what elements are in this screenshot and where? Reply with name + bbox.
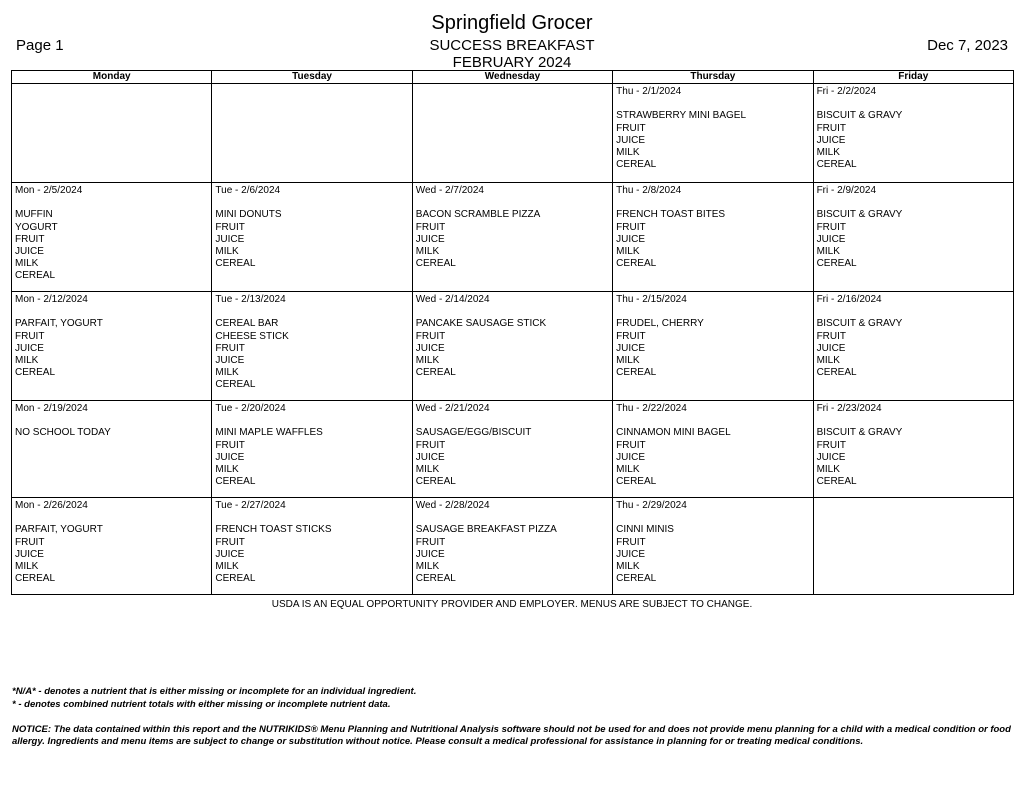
day-header-tuesday: Tuesday [212, 71, 412, 84]
menu-item: FRUIT [215, 536, 245, 548]
week-row [12, 292, 1014, 401]
menu-item: JUICE [616, 233, 646, 245]
menu-item: JUICE [215, 355, 245, 366]
menu-item: MINI DONUTS [215, 209, 282, 221]
menu-item: FRUIT [415, 330, 446, 342]
menu-item: JUICE [15, 548, 44, 560]
day-date: Tue - 2/6/2024 [215, 185, 281, 196]
menu-item: CEREAL [816, 159, 857, 171]
menu-item: MILK [816, 464, 840, 475]
day-cell [613, 84, 813, 183]
day-cell [613, 183, 813, 292]
week-row [12, 498, 1014, 595]
menu-item: FRUIT [215, 221, 245, 233]
spacer [416, 197, 609, 209]
spacer [416, 512, 609, 524]
day-cell [412, 183, 612, 292]
menu-item: FRUIT [415, 439, 446, 451]
menu-item: FRUIT [616, 439, 646, 451]
menu-item: PARFAIT, YOGURT [15, 524, 103, 536]
menu-item: MILK [415, 464, 440, 475]
day-cell [813, 84, 1013, 183]
day-date: Wed - 2/14/2024 [415, 294, 490, 305]
day-cell [12, 183, 212, 292]
menu-item: FRUIT [616, 330, 646, 342]
day-date: Mon - 2/26/2024 [15, 500, 88, 511]
menu-item: CEREAL [816, 476, 857, 488]
menu-item: JUICE [616, 342, 646, 354]
page-title: Springfield Grocer [431, 12, 593, 34]
menu-item: MILK [616, 464, 640, 475]
day-cell [412, 292, 612, 401]
day-cell [412, 498, 612, 595]
menu-item: SAUSAGE/EGG/BISCUIT [415, 427, 532, 439]
menu-item: BISCUIT & GRAVY [816, 318, 903, 330]
menu-item: CEREAL BAR [215, 318, 279, 330]
menu-item: CEREAL [616, 258, 657, 270]
spacer [15, 197, 208, 209]
menu-item: CHEESE STICK [215, 330, 289, 342]
menu-item: JUICE [616, 548, 646, 560]
day-date: Tue - 2/27/2024 [215, 500, 286, 511]
menu-item: MILK [215, 561, 239, 572]
day-cell [813, 292, 1013, 401]
menu-item: MILK [616, 246, 640, 257]
day-cell [12, 292, 212, 401]
menu-item: MILK [816, 355, 840, 366]
day-cell [813, 401, 1013, 498]
menu-item: FRUIT [415, 536, 446, 548]
day-date: Wed - 2/7/2024 [415, 185, 484, 196]
day-cell [212, 498, 412, 595]
day-cell [12, 498, 212, 595]
menu-item: JUICE [215, 233, 245, 245]
day-date: Mon - 2/19/2024 [15, 403, 88, 414]
day-cell [212, 292, 412, 401]
day-header-thursday: Thursday [613, 71, 813, 84]
menu-item: BISCUIT & GRAVY [816, 110, 903, 122]
menu-item: MILK [215, 464, 239, 475]
menu-item: MUFFIN [15, 209, 53, 221]
day-header-wednesday: Wednesday [412, 71, 612, 84]
day-date: Tue - 2/20/2024 [215, 403, 286, 414]
menu-item: FRENCH TOAST BITES [616, 209, 726, 221]
day-date: Thu - 2/29/2024 [616, 500, 687, 511]
week-row [12, 401, 1014, 498]
menu-item: FRUIT [616, 122, 646, 134]
menu-item: CEREAL [415, 367, 456, 379]
day-date: Mon - 2/12/2024 [15, 294, 88, 305]
menu-item: JUICE [215, 451, 245, 463]
menu-subtitle: SUCCESS BREAKFAST [429, 37, 595, 54]
menu-item: JUICE [15, 246, 44, 257]
star-footnote: * - denotes combined nutrient totals with either missing or incomplete nutrient data. [12, 699, 391, 710]
notice-text: NOTICE: The data contained within this report and the NUTRIKIDS® Menu Planning and Nutritional Analysis software should not be used for and does not provide menu planning for a child with a medical condition or food allergy. Ingredients and menu items are subject to change or substitution without notice. Please consult a medical professional for assistance in planning for or treating medical conditions. [12, 724, 1011, 747]
menu-item: CEREAL [816, 258, 857, 270]
menu-item: JUICE [415, 233, 445, 245]
menu-item: YOGURT [15, 221, 58, 233]
menu-item: MILK [215, 367, 239, 379]
menu-item: CEREAL [616, 573, 657, 585]
menu-item: JUICE [415, 451, 445, 463]
menu-item: MILK [816, 147, 840, 158]
menu-item: MILK [415, 561, 440, 572]
day-header-monday: Monday [12, 71, 212, 84]
day-date: Thu - 2/15/2024 [616, 294, 687, 305]
day-cell [12, 84, 212, 183]
spacer [616, 98, 809, 110]
usda-statement: USDA IS AN EQUAL OPPORTUNITY PROVIDER AND EMPLOYER. MENUS ARE SUBJECT TO CHANGE. [271, 599, 753, 610]
day-date: Fri - 2/23/2024 [816, 403, 882, 414]
menu-item: FRUIT [816, 221, 847, 233]
menu-item: FRUIT [15, 233, 45, 245]
spacer [817, 98, 1010, 110]
menu-item: FRUIT [616, 221, 646, 233]
spacer [15, 306, 208, 318]
menu-item: FRUIT [215, 342, 245, 354]
menu-item: STRAWBERRY MINI BAGEL [616, 110, 747, 122]
menu-item: MILK [616, 147, 640, 158]
menu-item: FRENCH TOAST STICKS [215, 524, 332, 536]
menu-item: FRUIT [15, 536, 45, 548]
menu-item: MILK [616, 355, 640, 366]
day-date: Fri - 2/2/2024 [816, 86, 877, 97]
day-cell [813, 498, 1013, 595]
day-date: Fri - 2/9/2024 [816, 185, 877, 196]
menu-item: MINI MAPLE WAFFLES [215, 427, 323, 439]
spacer [215, 512, 408, 524]
menu-item: JUICE [616, 134, 646, 146]
menu-item: CEREAL [415, 258, 456, 270]
day-date: Mon - 2/5/2024 [15, 185, 83, 196]
spacer [616, 197, 809, 209]
spacer [15, 415, 208, 427]
menu-item: JUICE [15, 342, 44, 354]
menu-item: FRUIT [415, 221, 446, 233]
spacer [15, 512, 208, 524]
spacer [817, 306, 1010, 318]
menu-item: MILK [15, 561, 39, 572]
day-cell [412, 84, 612, 183]
day-cell [412, 401, 612, 498]
menu-item: FRUIT [616, 536, 646, 548]
day-cell [613, 401, 813, 498]
menu-item: CEREAL [816, 367, 857, 379]
menu-item: SAUSAGE BREAKFAST PIZZA [415, 524, 557, 536]
menu-item: CEREAL [616, 367, 657, 379]
day-cell [212, 183, 412, 292]
day-cell [12, 401, 212, 498]
day-date: Fri - 2/16/2024 [816, 294, 882, 305]
day-header-row [12, 71, 1014, 84]
menu-item: CEREAL [616, 476, 657, 488]
spacer [616, 512, 809, 524]
menu-item: MILK [15, 258, 39, 270]
menu-item: CEREAL [15, 573, 56, 585]
day-cell [212, 401, 412, 498]
menu-item: FRUDEL, CHERRY [616, 318, 704, 330]
menu-item: FRUIT [215, 439, 245, 451]
menu-item: MILK [816, 246, 840, 257]
spacer [616, 415, 809, 427]
spacer [817, 415, 1010, 427]
day-cell [613, 498, 813, 595]
menu-item: CINNI MINIS [616, 524, 674, 536]
menu-item: MILK [415, 355, 440, 366]
spacer [416, 415, 609, 427]
week-row [12, 183, 1014, 292]
spacer [215, 415, 408, 427]
menu-item: CEREAL [616, 159, 657, 171]
menu-item: CEREAL [15, 367, 56, 379]
menu-item: JUICE [816, 451, 846, 463]
day-cell [613, 292, 813, 401]
spacer [616, 306, 809, 318]
day-cell [813, 183, 1013, 292]
menu-item: CEREAL [215, 258, 256, 270]
menu-item: JUICE [816, 134, 846, 146]
menu-item: JUICE [415, 342, 445, 354]
menu-item: MILK [215, 246, 239, 257]
day-date: Thu - 2/1/2024 [616, 86, 682, 97]
day-date: Thu - 2/22/2024 [616, 403, 687, 414]
menu-item: JUICE [215, 548, 245, 560]
day-date: Thu - 2/8/2024 [616, 185, 682, 196]
menu-item: MILK [15, 355, 39, 366]
menu-item: CINNAMON MINI BAGEL [616, 427, 731, 439]
menu-item: CEREAL [215, 476, 256, 488]
menu-item: BACON SCRAMBLE PIZZA [415, 209, 541, 221]
menu-item: CEREAL [215, 573, 256, 585]
day-date: Wed - 2/28/2024 [415, 500, 490, 511]
menu-item: CEREAL [215, 379, 256, 391]
spacer [215, 306, 408, 318]
menu-item: FRUIT [816, 330, 847, 342]
week-row [12, 84, 1014, 183]
menu-item: PANCAKE SAUSAGE STICK [415, 318, 547, 330]
menu-item: CEREAL [415, 573, 456, 585]
spacer [416, 306, 609, 318]
page-number: Page 1 [16, 37, 64, 54]
menu-item: JUICE [415, 548, 445, 560]
spacer [817, 197, 1010, 209]
menu-month: FEBRUARY 2024 [452, 54, 572, 71]
day-header-friday: Friday [813, 71, 1013, 84]
report-date: Dec 7, 2023 [927, 37, 1008, 54]
menu-item: MILK [415, 246, 440, 257]
menu-item: FRUIT [816, 122, 847, 134]
menu-item: BISCUIT & GRAVY [816, 427, 903, 439]
menu-item: JUICE [616, 451, 646, 463]
menu-calendar-table [11, 70, 1014, 595]
day-cell [212, 84, 412, 183]
menu-item: FRUIT [15, 330, 45, 342]
spacer [215, 197, 408, 209]
menu-item: PARFAIT, YOGURT [15, 318, 103, 330]
day-date: Tue - 2/13/2024 [215, 294, 286, 305]
na-footnote: *N/A* - denotes a nutrient that is either missing or incomplete for an individual ingredient. [12, 686, 417, 697]
menu-item: FRUIT [816, 439, 847, 451]
menu-item: JUICE [816, 342, 846, 354]
menu-item: BISCUIT & GRAVY [816, 209, 903, 221]
menu-item: CEREAL [15, 270, 56, 282]
menu-item: NO SCHOOL TODAY [15, 427, 111, 439]
menu-item: JUICE [816, 233, 846, 245]
menu-item: CEREAL [415, 476, 456, 488]
day-date: Wed - 2/21/2024 [415, 403, 490, 414]
menu-item: MILK [616, 561, 640, 572]
